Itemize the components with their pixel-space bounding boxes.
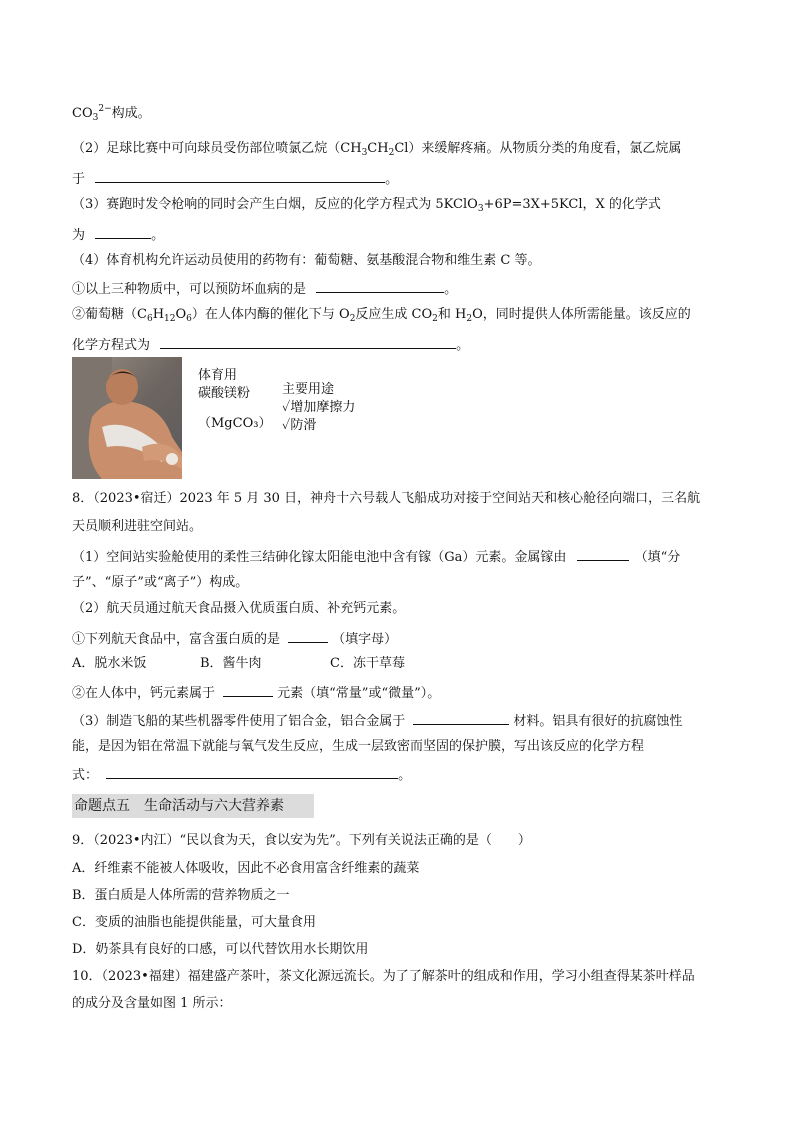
co3-tail: 构成。 — [111, 106, 151, 121]
q8-p2-2-a: ②在人体中，钙元素属于 — [72, 686, 216, 701]
q8-p1-line2: 子”、“原子”或“离子”）构成。 — [72, 575, 249, 590]
option-c[interactable]: C．冻干草莓 — [330, 656, 405, 671]
option-b[interactable]: B．酱牛肉 — [200, 656, 262, 671]
q7-p4-2-s5: 2 — [432, 314, 438, 324]
q7-p2-line2: 于 — [72, 172, 86, 187]
q10-stem-line1: 10．（2023•福建）福建盛产茶叶，茶文化源远流长。为了了解茶叶的组成和作用，学习小组查得某茶叶样品 — [72, 969, 695, 984]
q7-p4-2-s4: 2 — [349, 314, 356, 324]
label-right — [282, 381, 355, 435]
q8-p1-a: （1）空间站实验舱使用的柔性三结砷化镓太阳能电池中含有镓（Ga）元素。金属镓由 — [72, 550, 567, 565]
answer-blank[interactable] — [160, 334, 456, 349]
answer-blank[interactable] — [95, 168, 385, 183]
q7-p4-2-d: ）在人体内酶的催化下与 O — [191, 307, 350, 322]
label-line-2: 碳酸镁粉 — [198, 386, 251, 401]
q8-p2: （2）航天员通过航天食品摄入优质蛋白质、补充钙元素。 — [72, 601, 406, 616]
q7-p3-sub: 3 — [477, 204, 484, 214]
q7-p4-1-end: 。 — [444, 282, 458, 297]
q8-part3 — [72, 710, 682, 731]
answer-blank[interactable] — [413, 710, 509, 725]
section-heading: 命题点五 生命活动与六大营养素 — [72, 794, 314, 818]
q7-p4: （4）体育机构允许运动员使用的药物有：葡萄糖、氨基酸混合物和维生素 C 等。 — [72, 253, 541, 268]
q7-part4-2-line2 — [72, 334, 469, 355]
q9-stem: 9．（2023•内江）“民以食为天，食以安为先”。下列有关说法正确的是（ ） — [72, 833, 531, 848]
q7-p4-2-s3: 6 — [186, 314, 192, 324]
q9-option-d[interactable]: D．奶茶具有良好的口感，可以代替饮用水长期饮用 — [72, 942, 369, 957]
q7-part2-line2 — [72, 168, 398, 189]
q7-p3-b: +6P=3X+5KCl，X 的化学式 — [483, 197, 661, 212]
q7-part4-1 — [72, 278, 457, 299]
q7-p3-end: 。 — [151, 228, 165, 243]
q7-p4-2-a: ②葡萄糖（C — [72, 307, 147, 322]
answer-blank[interactable] — [316, 278, 444, 293]
q7-p4-2-s1: 6 — [146, 314, 153, 324]
q8-stem-line1: 8．（2023•宿迁）2023 年 5 月 30 日，神舟十六号载人飞船成功对接于空间站天和核心舱径向端口，三名航 — [72, 491, 701, 506]
q8-stem-line2: 天员顺利进驻空间站。 — [72, 519, 203, 534]
q8-p3-line2: 能，是因为铝在常温下就能与氧气发生反应，生成一层致密而坚固的保护膜，写出该反应的化学方程 — [72, 739, 645, 754]
q7-p2-end: 。 — [385, 172, 399, 187]
q10-stem-line2: 的成分及含量如图 1 所示： — [72, 996, 232, 1011]
use-friction: ✓增加摩擦力 — [282, 400, 356, 415]
q7-part3-line2 — [72, 224, 164, 245]
q7-p4-2-line2: 化学方程式为 — [72, 338, 151, 353]
q8-part1-line2 — [72, 574, 248, 592]
q7-p4-2-b: H — [152, 307, 165, 322]
q8-part3-line3 — [72, 764, 411, 785]
answer-blank[interactable] — [95, 224, 151, 239]
answer-blank[interactable] — [288, 628, 328, 643]
q9-option-b[interactable]: B．蛋白质是人体所需的营养物质之一 — [72, 888, 290, 903]
q8-p2-1-b: （填字母） — [332, 632, 398, 647]
q7-part2 — [72, 140, 681, 162]
q7-part4-2 — [72, 306, 691, 328]
athlete-photo — [72, 357, 182, 479]
q7-part4 — [72, 252, 540, 270]
q7-p4-2-e: 反应生成 CO — [355, 307, 433, 322]
answer-blank[interactable] — [577, 546, 629, 561]
q7-p4-1: ①以上三种物质中，可以预防坏血病的是 — [72, 282, 307, 297]
q7-p4-2-s6: 2 — [466, 314, 473, 324]
q9-option-a[interactable]: A．纤维素不能被人体吸收，因此不必食用富含纤维素的蔬菜 — [72, 861, 420, 876]
q7-p2-c: Cl）来缓解疼痛。从物质分类的角度看，氯乙烷属 — [394, 141, 682, 156]
answer-blank[interactable] — [106, 764, 398, 779]
q7-part3 — [72, 196, 661, 218]
co3-formula: CO — [72, 106, 93, 121]
co3-sub: 3 — [92, 113, 99, 123]
q7-p3-line2: 为 — [72, 228, 86, 243]
answer-blank[interactable] — [223, 682, 273, 697]
q8-part2-2 — [72, 682, 440, 703]
q7-p4-2-g: O，同时提供人体所需能量。该反应的 — [472, 307, 691, 322]
q8-p3-b: 材料。铝具有很好的抗腐蚀性 — [513, 714, 683, 729]
uses-title: 主要用途 — [282, 382, 335, 397]
q7-p4-2-f: 和 H — [437, 307, 467, 322]
q7-p3-a: （3）赛跑时发令枪响的同时会产生白烟，反应的化学方程式为 5KClO — [72, 197, 478, 212]
co3-sup: 2− — [98, 104, 112, 114]
q8-p3-a: （3）制造飞船的某些机器零件使用了铝合金，铝合金属于 — [72, 714, 406, 729]
co3-line — [72, 100, 151, 127]
q7-p4-2-end: 。 — [456, 338, 470, 353]
q8-part1 — [72, 546, 680, 567]
q8-p3-line3: 式： — [72, 768, 99, 783]
q8-p1-b: （填“分 — [634, 550, 681, 565]
q7-p2-sub1: 3 — [361, 148, 368, 158]
q8-part2-1 — [72, 628, 397, 649]
label-line-1: 体育用 — [198, 368, 238, 383]
magnesium-carbonate-label — [198, 367, 388, 447]
use-antislip: ✓防滑 — [282, 418, 317, 433]
q8-p2-2-b: 元素（填“常量”或“微量”）。 — [277, 686, 441, 701]
q7-p2-a: （2）足球比赛中可向球员受伤部位喷氯乙烷（CH — [72, 141, 362, 156]
q9-option-c[interactable]: C．变质的油脂也能提供能量，可大量食用 — [72, 915, 316, 930]
option-a[interactable]: A．脱水米饭 — [72, 656, 147, 671]
q8-part2 — [72, 600, 405, 618]
q8-stem-2 — [72, 518, 202, 536]
label-formula: （MgCO₃） — [198, 416, 272, 431]
label-left — [198, 367, 271, 433]
q7-p2-b: CH — [367, 141, 389, 156]
q8-part3-line2 — [72, 738, 644, 756]
q8-stem — [72, 490, 700, 508]
q7-p4-2-c: O — [175, 307, 187, 322]
q8-p3-end: 。 — [398, 768, 412, 783]
q8-p2-1-a: ①下列航天食品中，富含蛋白质的是 — [72, 632, 281, 647]
q7-p4-2-s2: 12 — [164, 314, 176, 324]
q7-p2-sub2: 2 — [388, 148, 395, 158]
